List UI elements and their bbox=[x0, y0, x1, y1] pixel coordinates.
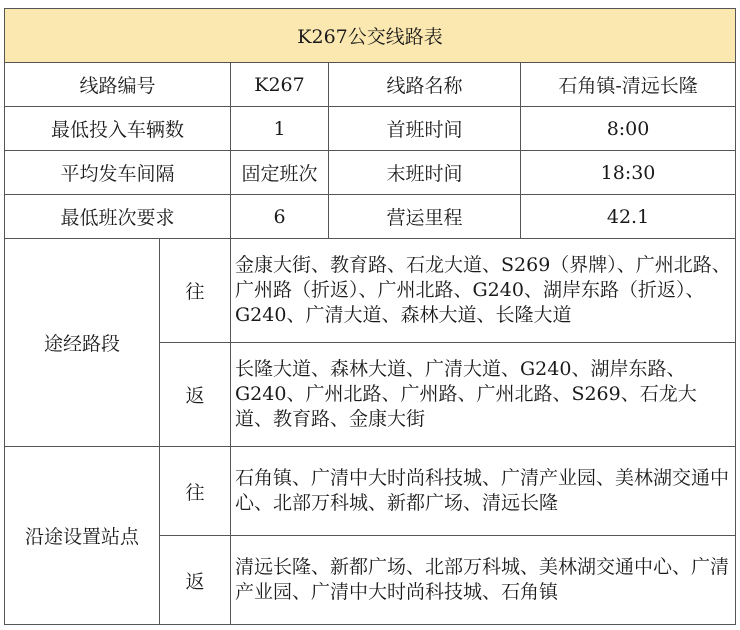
table-row bbox=[5, 447, 736, 536]
route-table bbox=[4, 8, 736, 625]
segments-out-text: 金康大街、教育路、石龙大道、S269（界牌）、广州北路、广州路（折返）、广州北路、G240、湖岸东路（折返）、G240、广清大道、森林大道、长隆大道 bbox=[231, 239, 736, 343]
info-label: 最低投入车辆数 bbox=[5, 107, 231, 151]
table-row bbox=[5, 63, 736, 107]
table-row bbox=[5, 151, 736, 195]
stops-out-label: 往 bbox=[160, 447, 231, 536]
info-label: 平均发车间隔 bbox=[5, 151, 231, 195]
stops-back-label: 返 bbox=[160, 536, 231, 625]
info-label: 营运里程 bbox=[329, 195, 521, 239]
stops-label: 沿途设置站点 bbox=[5, 447, 160, 625]
info-label: 首班时间 bbox=[329, 107, 521, 151]
info-value: 固定班次 bbox=[231, 151, 329, 195]
info-value: 1 bbox=[231, 107, 329, 151]
segments-back-label: 返 bbox=[160, 343, 231, 447]
segments-out-label: 往 bbox=[160, 239, 231, 343]
table-row bbox=[5, 107, 736, 151]
info-value: K267 bbox=[231, 63, 329, 107]
segments-back-text: 长隆大道、森林大道、广清大道、G240、湖岸东路、G240、广州北路、广州路、广州北路、S269、石龙大道、教育路、金康大街 bbox=[231, 343, 736, 447]
info-label: 末班时间 bbox=[329, 151, 521, 195]
segments-label: 途经路段 bbox=[5, 239, 160, 447]
stops-out-text: 石角镇、广清中大时尚科技城、广清产业园、美林湖交通中心、北部万科城、新都广场、清远长隆 bbox=[231, 447, 736, 536]
info-label: 线路编号 bbox=[5, 63, 231, 107]
info-value: 18:30 bbox=[521, 151, 736, 195]
stops-back-text: 清远长隆、新都广场、北部万科城、美林湖交通中心、广清产业园、广清中大时尚科技城、石角镇 bbox=[231, 536, 736, 625]
table-row bbox=[5, 195, 736, 239]
info-value: 6 bbox=[231, 195, 329, 239]
table-title: K267公交线路表 bbox=[5, 9, 736, 63]
info-label: 线路名称 bbox=[329, 63, 521, 107]
info-label: 最低班次要求 bbox=[5, 195, 231, 239]
table-row bbox=[5, 239, 736, 343]
info-value: 8:00 bbox=[521, 107, 736, 151]
info-value: 石角镇-清远长隆 bbox=[521, 63, 736, 107]
info-value: 42.1 bbox=[521, 195, 736, 239]
